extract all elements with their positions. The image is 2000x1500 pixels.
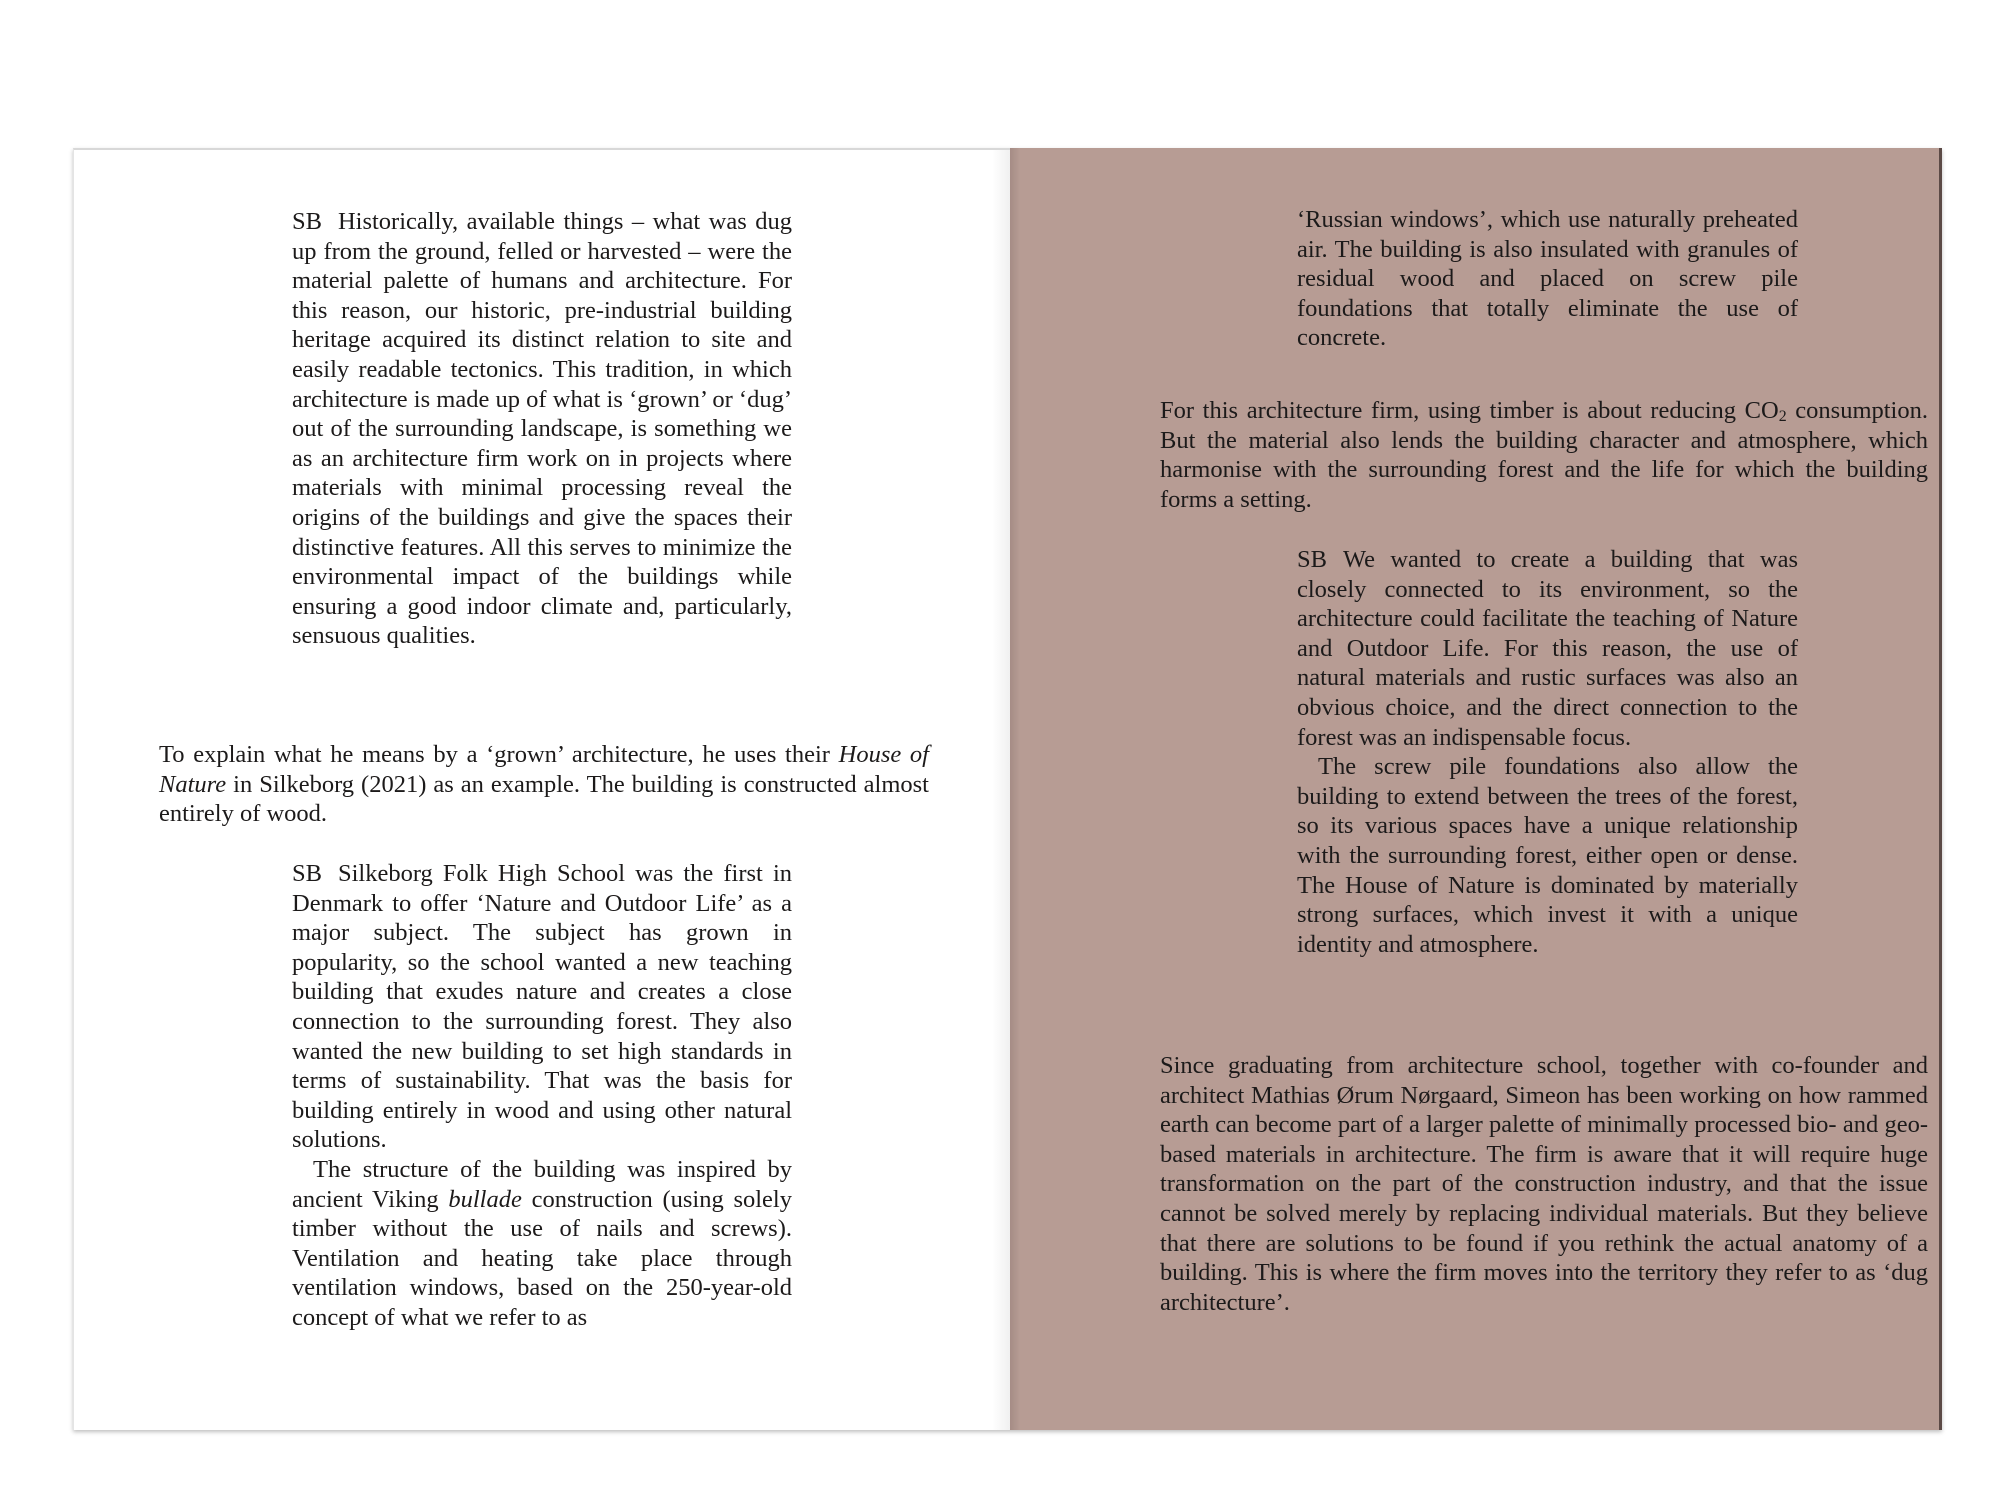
interview-quote-2 [292, 859, 792, 1333]
left-page [73, 148, 1010, 1430]
speaker-initials: SB [292, 860, 322, 887]
body-paragraph-3 [1160, 1051, 1928, 1317]
speaker-initials: SB [1297, 546, 1327, 573]
subscript-two: 2 [1778, 408, 1787, 425]
quote-text: The structure of the building was inspired by ancient Viking [292, 1155, 792, 1213]
interview-quote-1 [292, 207, 792, 651]
body-paragraph-2 [1160, 396, 1928, 514]
interview-quote-continued [1297, 205, 1798, 353]
speaker-initials: SB [292, 208, 322, 235]
term-italic: bullade [448, 1185, 522, 1213]
quote-text: Silkeborg Folk High School was the first in Denmark to offer ‘Nature and Outdoor Life’ as a major subject. The subject has grown in popularity, so the school wanted a new teaching building that exudes nature and creates a close connection to the surrounding forest. They also wanted the new building to set high standards in terms of sustainability. That was the basis for building entirely in wood and using other natural solutions. [292, 860, 792, 1154]
interview-quote-3 [1297, 545, 1798, 959]
quote-text: Historically, available things – what was dug up from the ground, felled or harvested – were the material palette of humans and architecture. For this reason, our historic, pre-industrial building heritage acquired its distinct relation to site and easily readable tectonics. This tradition, in which architecture is made up of what is ‘grown’ or ‘dug’ out of the surrounding landscape, is something we as an architecture firm work on in projects where materials with minimal processing reveal the origins of the buildings and give the spaces their distinctive features. All this serves to minimize the environmental impact of the buildings while ensuring a good indoor climate and, particularly, sensuous qualities. [292, 208, 792, 650]
book-spread [73, 148, 1942, 1430]
project-title-italic: House of Nature [159, 741, 929, 798]
body-text: Since graduating from architecture school, together with co-founder and architect Mathias Ørum Nørgaard, Simeon has been working on how rammed earth can become part of a larger palette of minimally processed bio- and geo-based materials in architecture. The firm is aware that it will require huge transformation on the part of the construction industry, and that the issue cannot be solved merely by replacing individual materials. But they believe that there are solutions to be found if you rethink the actual anatomy of a building. This is where the firm moves into the territory they refer to as ‘dug architecture’. [1160, 1052, 1928, 1316]
body-text: For this architecture firm, using timber is about reducing CO [1160, 397, 1779, 424]
quote-text: We wanted to create a building that was closely connected to its environment, so the architecture could facilitate the teaching of Nature and Outdoor Life. For this reason, the use of natural materials and rustic surfaces was also an obvious choice, and the direct connection to the forest was an indispensable focus. [1297, 546, 1798, 751]
right-page [1010, 148, 1942, 1430]
quote-text: The screw pile foundations also allow the building to extend between the trees of the forest, so its various spaces have a unique relationship with the surrounding forest, either open or dense. The House of Nature is dominated by materially strong surfaces, which invest it with a unique identity and atmosphere. [1297, 753, 1798, 958]
quote-text: construction (using solely timber without the use of nails and screws). Ventilation and heating take place through ventilation windows, based on the 250-year-old concept of what we refer to as [292, 1185, 792, 1331]
body-text: consumption. But the material also lends the building character and atmosphere, which harmonise with the surrounding forest and the life for which the building forms a setting. [1160, 397, 1928, 513]
quote-text: ‘Russian windows’, which use naturally preheated air. The building is also insulated with granules of residual wood and placed on screw pile foundations that totally eliminate the use of concrete. [1297, 206, 1798, 352]
body-paragraph-1 [159, 740, 929, 829]
body-text: To explain what he means by a ‘grown’ architecture, he uses their [159, 741, 839, 768]
body-text: in Silkeborg (2021) as an example. The building is constructed almost entirely of wood. [159, 770, 929, 828]
